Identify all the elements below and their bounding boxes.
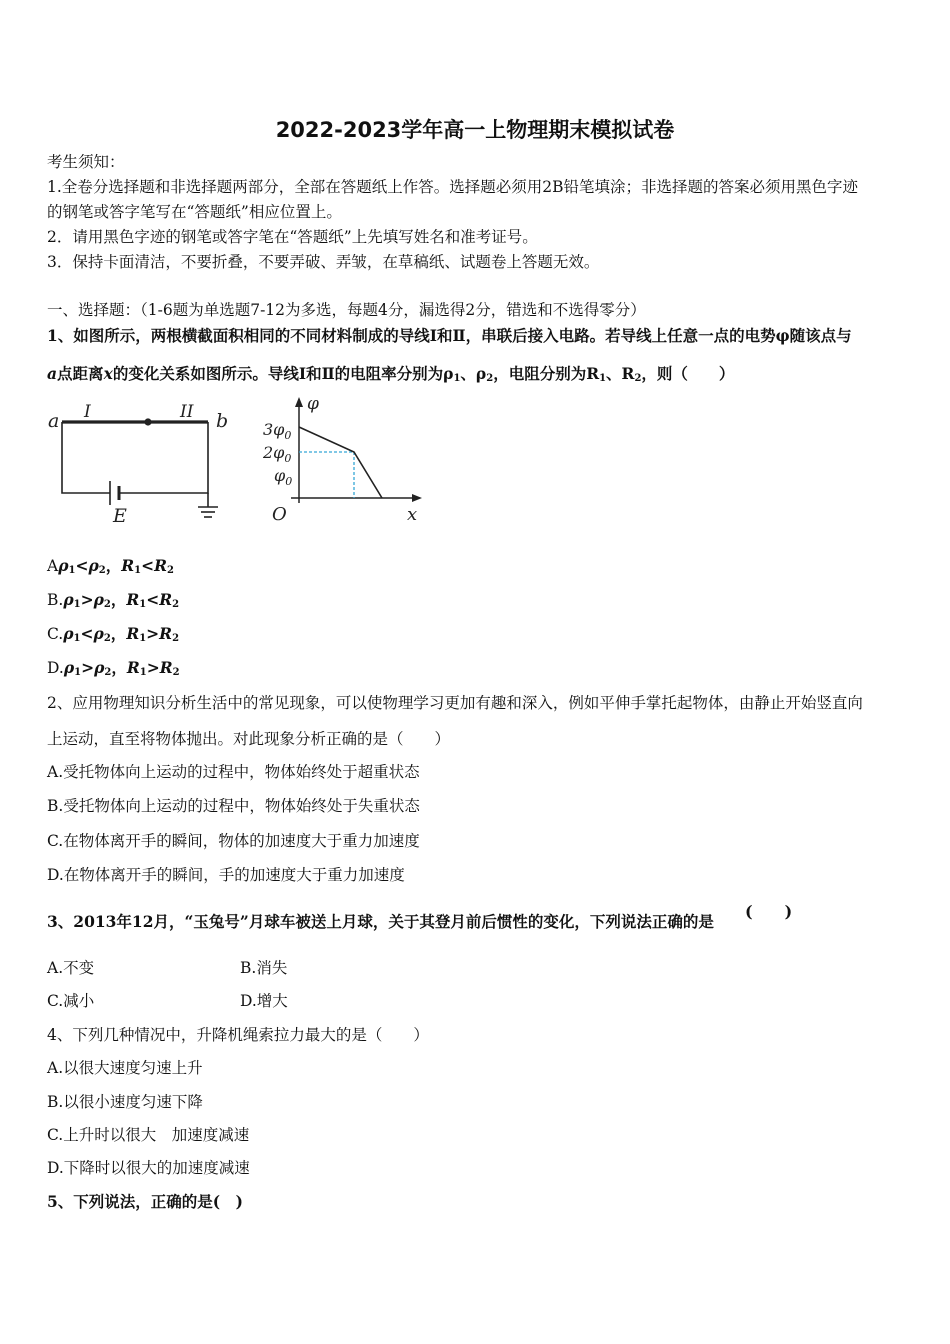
q2-stem-line2: 上运动，直至将物体抛出。对此现象分析正确的是（ ） [47, 730, 451, 748]
y-axis-label: φ [307, 394, 319, 414]
q3-option-a[interactable]: A.不变 [47, 959, 95, 977]
q1-stem-line1: 1、如图所示，两根横截面积相同的不同材料制成的导线Ⅰ和Ⅱ，串联后接入电路。若导线上任意一点的电势φ随该点与 [47, 326, 852, 345]
junction-dot [144, 418, 151, 425]
q3-answer-paren: ( ) [745, 902, 793, 921]
section-heading: 一、选择题：（1-6题为单选题7-12为多选，每题4分，漏选得2分，错选和不选得零分） [47, 301, 646, 319]
q2-option-d[interactable]: D.在物体离开手的瞬间，手的加速度大于重力加速度 [47, 866, 405, 884]
dashed-guide [299, 452, 354, 498]
notice-item: 的钢笔或答字笔写在“答题纸”相应位置上。 [47, 203, 342, 221]
notice-heading: 考生须知： [47, 153, 125, 171]
q2-option-c[interactable]: C.在物体离开手的瞬间，物体的加速度大于重力加速度 [47, 832, 420, 850]
q4-option-b[interactable]: B.以很小速度匀速下降 [47, 1093, 203, 1111]
q3-option-d[interactable]: D.增大 [240, 992, 288, 1010]
potential-curve [299, 427, 382, 498]
q4-stem: 4、下列几种情况中，升降机绳索拉力最大的是（ ） [47, 1026, 429, 1044]
q5-stem: 5、下列说法，正确的是( ) [47, 1192, 243, 1211]
q1-option-d[interactable]: $D.\rho_1>\rho_2$，$R_1>R_2$ [47, 658, 180, 678]
q1-option-c[interactable]: $C.\rho_1<\rho_2$，$R_1>R_2$ [47, 624, 180, 644]
x-axis-arrow [412, 494, 422, 502]
q1-option-a[interactable]: $A\rho_1<\rho_2$，$R_1<R_2$ [47, 556, 174, 576]
q3-stem: 3、2013年12月，“玉兔号”月球车被送上月球，关于其登月前后惯性的变化，下列说法正确的是 [47, 912, 714, 931]
origin-label: O [272, 504, 287, 525]
q2-option-b[interactable]: B.受托物体向上运动的过程中，物体始终处于失重状态 [47, 797, 420, 815]
tick-phi0: $\varphi_0$ [274, 466, 293, 488]
notice-item: 1.全卷分选择题和非选择题两部分，全部在答题纸上作答。选择题必须用2B铅笔填涂；非选择题的答案必须用黑色字迹 [47, 178, 859, 196]
circuit-diagram [40, 395, 240, 530]
q2-option-a[interactable]: A.受托物体向上运动的过程中，物体始终处于超重状态 [47, 763, 420, 781]
potential-graph [255, 393, 430, 528]
notice-item: 3．保持卡面清洁，不要折叠，不要弄破、弄皱，在草稿纸、试题卷上答题无效。 [47, 253, 600, 271]
page-title: 2022-2023学年高一上物理期末模拟试卷 [275, 118, 675, 142]
label-wire-I: I [84, 402, 91, 422]
label-a: a [48, 410, 60, 432]
q4-option-d[interactable]: D.下降时以很大的加速度减速 [47, 1159, 250, 1177]
q4-option-c[interactable]: C.上升时以很大 加速度减速 [47, 1126, 250, 1144]
q1-stem-line2: a点距离x的变化关系如图所示。导线Ⅰ和Ⅱ的电阻率分别为$\rho_1$、$\rho_2$，电阻分别为$R_1$、$R_2$，则（ ） [47, 364, 735, 384]
tick-2phi0: $2\varphi_0$ [263, 443, 292, 465]
wire-right [119, 422, 208, 493]
q2-stem-line1: 2、应用物理知识分析生活中的常见现象，可以使物理学习更加有趣和深入，例如平伸手掌托起物体，由静止开始竖直向 [47, 694, 863, 712]
q4-option-a[interactable]: A.以很大速度匀速上升 [47, 1059, 203, 1077]
label-E: E [113, 505, 127, 527]
q1-option-b[interactable]: $B.\rho_1>\rho_2$，$R_1<R_2$ [47, 590, 180, 610]
y-axis-arrow [295, 397, 303, 407]
label-wire-II: II [180, 402, 194, 422]
x-axis-label: x [407, 504, 418, 525]
tick-3phi0: $3\varphi_0$ [263, 420, 292, 442]
q3-option-b[interactable]: B.消失 [240, 959, 288, 977]
label-b: b [216, 410, 229, 432]
q3-option-c[interactable]: C.减小 [47, 992, 95, 1010]
notice-item: 2．请用黑色字迹的钢笔或答字笔在“答题纸”上先填写姓名和准考证号。 [47, 228, 538, 246]
wire-left [62, 422, 110, 493]
